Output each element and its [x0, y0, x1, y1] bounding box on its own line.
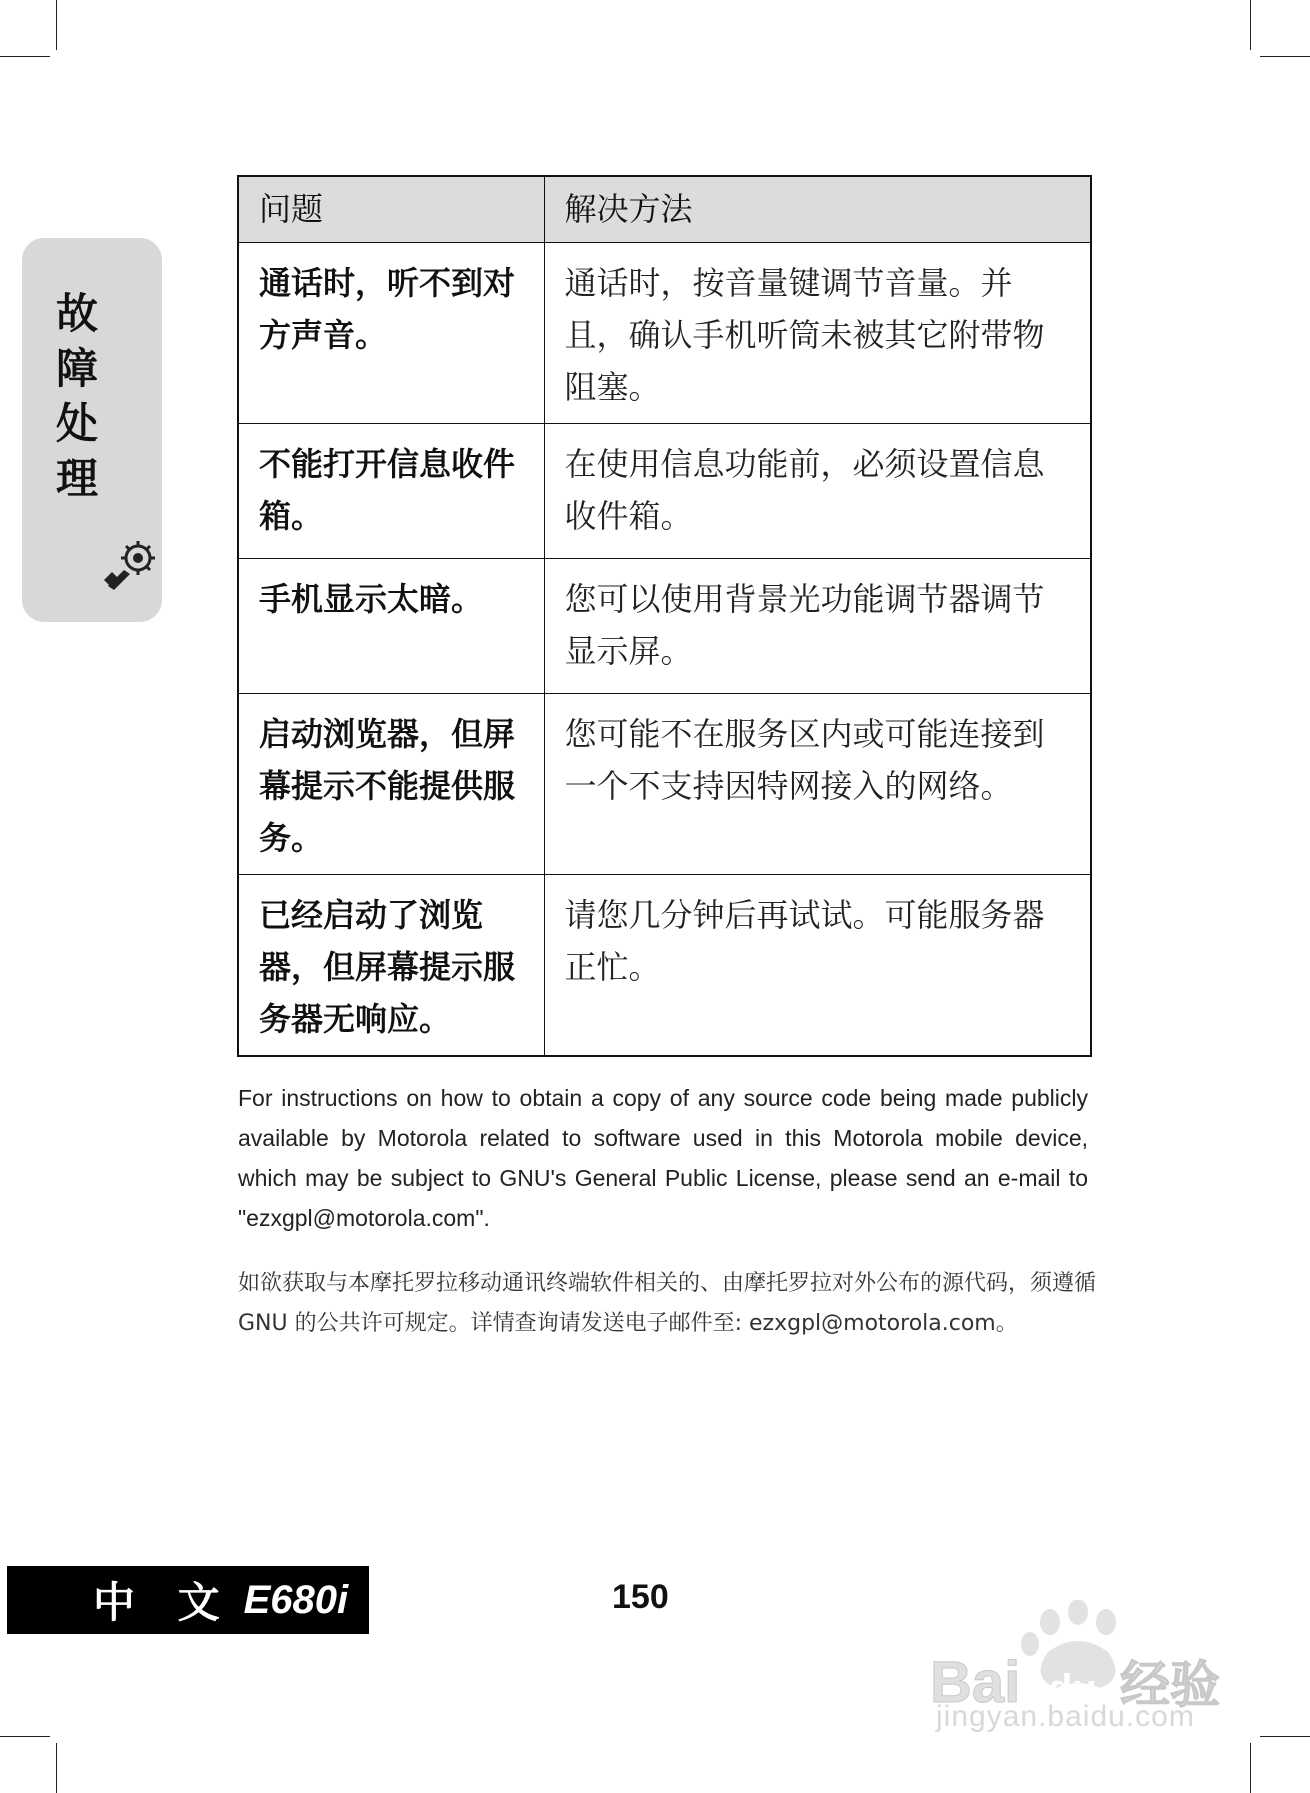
header-solution: 解决方法 [544, 176, 1091, 242]
troubleshooting-table [237, 175, 1092, 1057]
gpl-note-english: For instructions on how to obtain a copy of any source code being made publicly available by Motorola related to software used in this Motorola mobile device, which may be subject to GNU's General Public License, please send an e-mail to "ezxgpl@motorola.com". [238, 1085, 1088, 1231]
table-row [238, 693, 1091, 874]
svg-text:Bai: Bai [930, 1650, 1021, 1715]
page-number: 150 [612, 1578, 669, 1616]
svg-text:du: du [1048, 1667, 1097, 1711]
crop-mark [56, 1743, 57, 1793]
crop-mark [0, 56, 50, 57]
problem-cell: 启动浏览器，但屏幕提示不能提供服务。 [238, 693, 544, 874]
chapter-title [22, 286, 132, 506]
wrench-gear-icon [102, 536, 160, 594]
watermark-url: jingyan.baidu.com [936, 1700, 1195, 1733]
header-problem: 问题 [238, 176, 544, 242]
language-label: 中 文 [93, 1578, 234, 1627]
chapter-char: 处 [55, 399, 98, 448]
chapter-char: 故 [55, 289, 98, 338]
solution-cell: 请您几分钟后再试试。可能服务器正忙。 [544, 874, 1091, 1056]
chapter-tab [22, 238, 162, 622]
chapter-char: 障 [55, 344, 98, 393]
crop-mark [1250, 1743, 1251, 1793]
problem-cell: 已经启动了浏览器，但屏幕提示服务器无响应。 [238, 874, 544, 1056]
chapter-char: 理 [55, 454, 98, 503]
table-row [238, 874, 1091, 1056]
problem-cell: 手机显示太暗。 [238, 558, 544, 693]
table-header-row [238, 176, 1091, 242]
problem-cell: 通话时，听不到对方声音。 [238, 242, 544, 423]
crop-mark [0, 1736, 50, 1737]
solution-cell: 通话时，按音量键调节音量。并且，确认手机听筒未被其它附带物阻塞。 [544, 242, 1091, 423]
table-row [238, 558, 1091, 693]
gpl-note-chinese: 如欲获取与本摩托罗拉移动通讯终端软件相关的、由摩托罗拉对外公布的源代码，须遵循 GNU 的公共许可规定。详情查询请发送电子邮件至: ezxgpl@motorola.com。 [238, 1271, 1097, 1336]
table-row [238, 423, 1091, 558]
table-row [238, 242, 1091, 423]
crop-mark [1260, 56, 1310, 57]
model-name: E680i [243, 1577, 349, 1622]
svg-text:经验: 经验 [1120, 1656, 1220, 1714]
crop-mark [1250, 0, 1251, 50]
solution-cell: 您可能不在服务区内或可能连接到一个不支持因特网接入的网络。 [544, 693, 1091, 874]
problem-cell: 不能打开信息收件箱。 [238, 423, 544, 558]
model-label [7, 1566, 369, 1634]
crop-mark [1260, 1736, 1310, 1737]
crop-mark [56, 0, 57, 50]
solution-cell: 在使用信息功能前，必须设置信息收件箱。 [544, 423, 1091, 558]
solution-cell: 您可以使用背景光功能调节器调节显示屏。 [544, 558, 1091, 693]
